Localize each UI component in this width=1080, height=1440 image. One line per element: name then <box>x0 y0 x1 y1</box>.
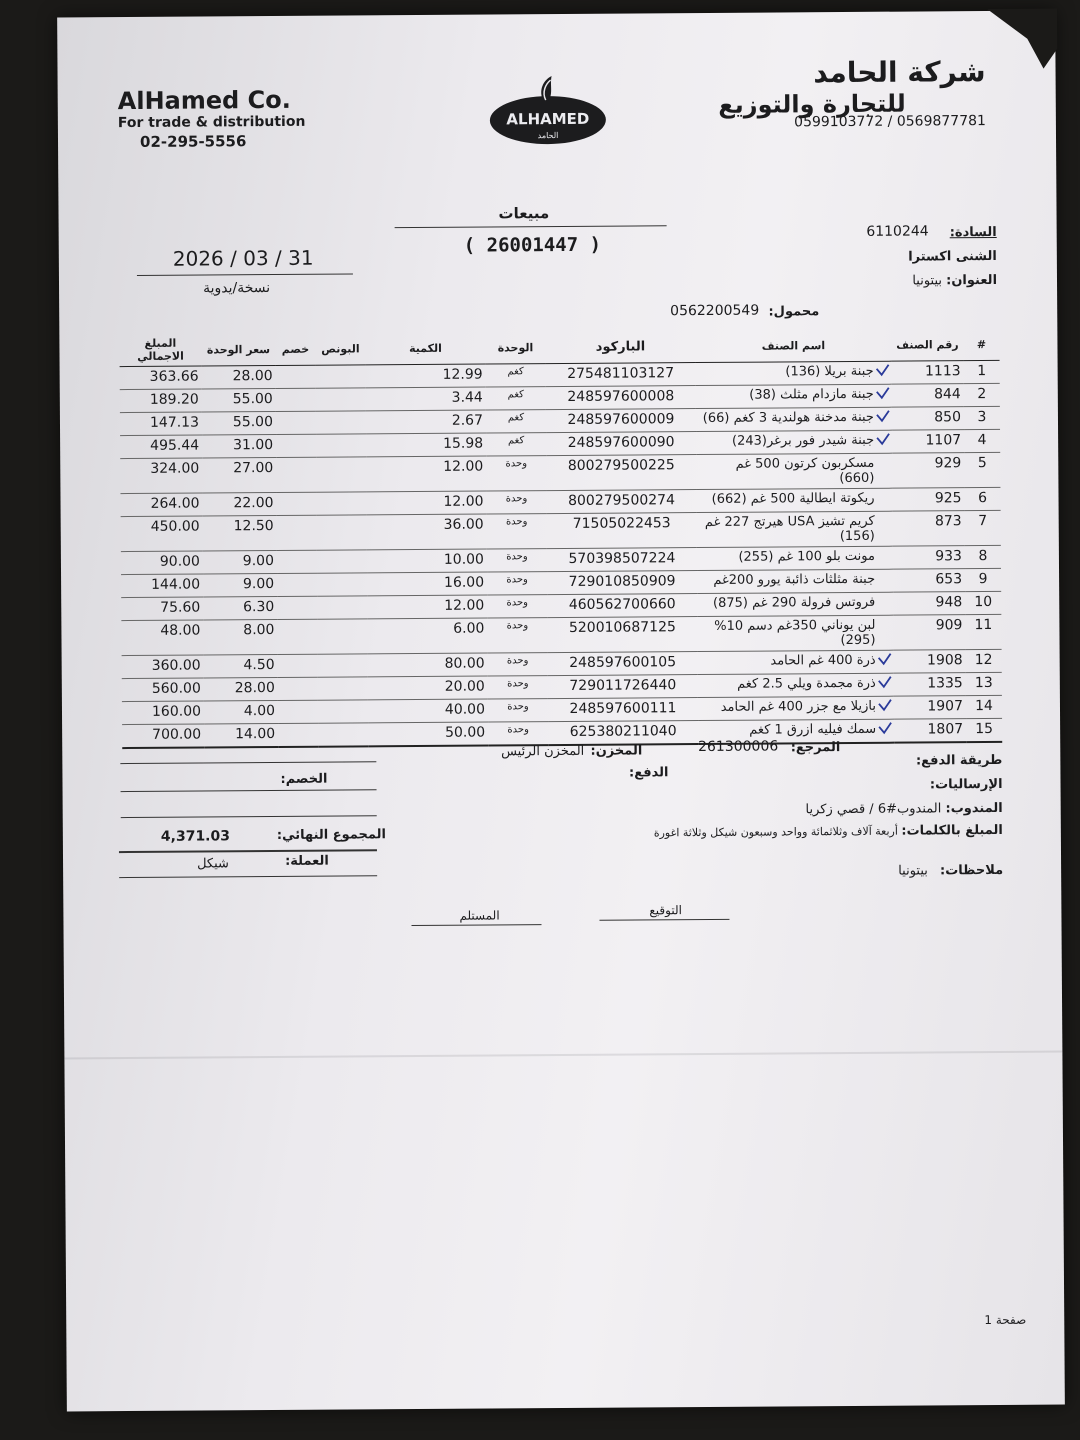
copy-type: نسخة/يدوية <box>202 280 271 297</box>
check-mark-icon <box>876 363 890 377</box>
document-date: 2026 / 03 / 31 <box>172 245 314 271</box>
cell-total: 160.00 <box>122 701 204 725</box>
cell-item-code: 1807 <box>894 719 966 743</box>
totals-line-3 <box>121 815 377 818</box>
cell-index: 9 <box>965 568 1001 591</box>
item-name-text: مونت بلو 100 غم (255) <box>738 548 875 565</box>
cell-discount <box>278 723 318 747</box>
company-name-en: AlHamed Co. <box>117 85 291 116</box>
customer-name: الشنى اكسترا <box>908 248 997 265</box>
cell-total: 360.00 <box>122 655 204 679</box>
cell-unit: وحدة <box>488 676 548 699</box>
title-divider <box>395 225 667 228</box>
logo-subtext: الحامد <box>537 131 559 141</box>
store-value: المخزن الرئيس <box>501 743 585 760</box>
document-title: مبيعات <box>498 204 550 223</box>
cell-discount <box>277 550 317 573</box>
rep-value: المندوب#6 / قصي زكريا <box>805 801 942 818</box>
rep-label: المندوب: <box>945 800 1003 817</box>
amount-words-value: أربعة آلاف وثلاثمائة وواحد وسبعون شيكل وثلاثة اغورة <box>653 824 898 840</box>
cell-unit-price: 4.50 <box>204 654 278 678</box>
cell-unit: وحدة <box>487 618 547 653</box>
cell-bonus <box>316 365 366 388</box>
cell-unit: كغم <box>486 387 546 410</box>
item-name-text: بازيلا مع جزر 400 غم الحامد <box>720 698 877 715</box>
cell-barcode: 248597600008 <box>546 386 696 410</box>
cell-index: 14 <box>966 695 1002 718</box>
cell-discount <box>278 677 318 700</box>
cell-unit-price: 4.00 <box>204 700 278 724</box>
cell-total: 189.20 <box>120 389 202 413</box>
cell-index: 10 <box>965 591 1001 614</box>
cell-item-name <box>696 361 892 385</box>
cell-bonus <box>317 515 367 550</box>
amount-words-label: المبلغ بالكلمات: <box>901 822 1003 839</box>
cell-barcode: 248597600111 <box>548 698 698 722</box>
header-code: رقم الصنف <box>891 329 963 361</box>
cell-item-code: 653 <box>893 569 965 593</box>
cell-discount <box>277 619 317 654</box>
cell-discount <box>276 365 316 388</box>
address-value: بيتونيا <box>912 273 943 289</box>
cell-unit-price: 22.00 <box>202 492 276 516</box>
cell-qty: 80.00 <box>368 653 488 677</box>
cell-discount <box>276 388 316 411</box>
cell-item-name <box>697 511 893 547</box>
cell-item-name <box>696 384 892 408</box>
cell-bonus <box>317 619 367 654</box>
cell-unit: وحدة <box>488 722 548 746</box>
cell-barcode: 248597600105 <box>548 652 698 676</box>
cell-qty: 12.99 <box>366 364 486 388</box>
check-mark-icon <box>876 386 890 400</box>
cell-bonus <box>317 596 367 619</box>
header-idx: # <box>963 329 999 361</box>
cell-discount <box>276 434 316 457</box>
cell-item-code: 1908 <box>894 650 966 674</box>
totals-line-5 <box>119 875 377 878</box>
cell-item-code: 1907 <box>894 696 966 720</box>
cell-item-code: 948 <box>893 592 965 616</box>
cell-qty: 12.00 <box>366 456 486 492</box>
cell-item-name <box>696 430 892 454</box>
cell-item-code: 873 <box>893 511 965 547</box>
cell-index: 15 <box>966 718 1002 742</box>
cell-discount <box>276 457 316 492</box>
cell-index: 12 <box>966 649 1002 672</box>
item-name-text: ذرة مجمدة ويلي 2.5 كغم <box>736 675 876 692</box>
check-mark-icon <box>876 432 890 446</box>
cell-unit: كغم <box>486 364 546 387</box>
cell-total: 495.44 <box>120 435 202 459</box>
check-mark-icon <box>878 652 892 666</box>
cell-unit: كغم <box>486 410 546 433</box>
cell-unit-price: 27.00 <box>202 457 276 493</box>
company-name-ar: شركة الحامد <box>813 55 986 90</box>
cell-discount <box>277 515 317 550</box>
cell-index: 4 <box>964 429 1000 452</box>
address-label: العنوان: <box>946 272 998 289</box>
cell-total: 147.13 <box>120 412 202 436</box>
cell-barcode: 520010687125 <box>547 617 697 653</box>
company-phones-ar: 0599103772 / 0569877781 <box>794 113 986 131</box>
cell-qty: 6.00 <box>367 618 487 654</box>
cell-unit-price: 31.00 <box>202 434 276 458</box>
cell-discount <box>278 700 318 723</box>
customer-code: 6110244 <box>866 223 929 240</box>
cell-barcode: 570398507224 <box>547 548 697 572</box>
item-name-text: سمك فيليه ازرق 1 كغم <box>749 721 877 738</box>
cell-barcode: 248597600009 <box>546 409 696 433</box>
cell-unit-price: 55.00 <box>202 388 276 412</box>
cell-item-name <box>697 615 893 651</box>
cell-total: 700.00 <box>122 724 204 748</box>
shipments-label: الإرساليات: <box>929 776 1003 793</box>
cell-unit-price: 9.00 <box>203 573 277 597</box>
signature-label: التوقيع <box>649 903 683 918</box>
cell-item-code: 1107 <box>892 430 964 454</box>
cell-total: 144.00 <box>121 574 203 598</box>
cell-qty: 50.00 <box>368 722 488 746</box>
logo-text: ALHAMED <box>506 109 590 129</box>
receiver-line <box>411 924 541 926</box>
rep-line <box>805 801 1002 817</box>
item-name-text: جبنة مثلثات ذائبة يورو 200غم <box>713 571 876 588</box>
cell-qty: 12.00 <box>367 595 487 619</box>
cell-total: 324.00 <box>120 458 202 494</box>
company-phone-en: 02-295-5556 <box>139 132 247 151</box>
cell-qty: 10.00 <box>367 549 487 573</box>
item-name-text: جبنة مازدام مثلث (38) <box>749 386 874 403</box>
cell-index: 1 <box>964 360 1000 383</box>
company-logo <box>488 72 609 153</box>
grand-total-value: 4,371.03 <box>160 828 231 845</box>
cell-index: 13 <box>966 672 1002 695</box>
grand-total-label: المجموع النهائي: <box>276 827 386 843</box>
cell-qty: 12.00 <box>366 491 486 515</box>
check-mark-icon <box>878 698 892 712</box>
cell-total: 450.00 <box>121 516 203 552</box>
cell-item-code: 929 <box>892 453 964 489</box>
header-barcode: الباركود <box>545 331 695 364</box>
item-name-text: فروتس فرولة 290 غم (875) <box>712 594 876 611</box>
check-mark-icon <box>876 409 890 423</box>
cell-total: 90.00 <box>121 551 203 575</box>
notes-label: ملاحظات: <box>939 862 1004 879</box>
cell-item-name <box>698 673 894 697</box>
item-name-text: جبنة مدخنة هولندية 3 كغم (66) <box>702 409 875 427</box>
cell-item-code: 1113 <box>892 361 964 385</box>
discount-label: الخصم: <box>280 771 328 787</box>
header-total: المبلغ الاجمالي <box>119 335 201 367</box>
cell-barcode: 729011726440 <box>548 675 698 699</box>
cell-total: 363.66 <box>120 366 202 390</box>
cell-index: 7 <box>965 510 1001 545</box>
cell-bonus <box>318 654 368 677</box>
cell-barcode: 71505022453 <box>547 513 697 549</box>
totals-line-2 <box>121 789 377 792</box>
cell-bonus <box>316 434 366 457</box>
cell-index: 2 <box>964 383 1000 406</box>
cell-total: 48.00 <box>121 620 203 656</box>
cell-item-name <box>696 407 892 431</box>
cell-qty: 15.98 <box>366 433 486 457</box>
cell-unit: وحدة <box>487 514 547 549</box>
cell-index: 8 <box>965 545 1001 568</box>
cell-discount <box>276 492 316 515</box>
notes-value: بيتونيا <box>898 863 928 879</box>
cell-qty: 3.44 <box>366 387 486 411</box>
cell-item-code: 909 <box>893 615 965 651</box>
cell-item-code: 844 <box>892 384 964 408</box>
header-qty: الكمية <box>365 333 485 365</box>
cell-barcode: 625380211040 <box>548 721 698 746</box>
item-name-text: كريم تشيز USA هيرتج 227 غم (156) <box>704 513 875 545</box>
item-name-text: لبن يوناني 350غم دسم 10% (295) <box>714 617 876 649</box>
cell-barcode: 460562700660 <box>547 594 697 618</box>
signature-line <box>599 919 729 921</box>
header-discount: خصم <box>275 334 315 366</box>
cell-bonus <box>318 723 368 747</box>
cell-item-name <box>696 453 892 489</box>
cell-unit: وحدة <box>488 699 548 722</box>
company-subtitle-ar: للتجارة والتوزيع <box>718 89 906 119</box>
torn-corner <box>987 9 1057 79</box>
cell-item-code: 1335 <box>894 673 966 697</box>
cell-item-name <box>697 569 893 593</box>
cell-bonus <box>317 573 367 596</box>
cell-unit: وحدة <box>487 572 547 595</box>
cell-total: 560.00 <box>122 678 204 702</box>
item-name-text: مسكربون كرتون 500 غم (660) <box>735 455 875 487</box>
cell-barcode: 729010850909 <box>547 571 697 595</box>
cell-unit: وحدة <box>487 595 547 618</box>
header-unit: الوحدة <box>485 332 545 364</box>
cell-qty: 16.00 <box>367 572 487 596</box>
cell-item-name <box>697 592 893 616</box>
payment-method-label: طريقة الدفع: <box>915 752 1003 769</box>
cell-bonus <box>317 550 367 573</box>
paper-fold <box>64 1051 1062 1060</box>
cell-unit-price: 6.30 <box>203 596 277 620</box>
cell-total: 75.60 <box>121 597 203 621</box>
receiver-label: المستلم <box>459 908 500 923</box>
check-mark-icon <box>878 675 892 689</box>
cell-item-name <box>698 696 894 720</box>
cell-qty: 40.00 <box>368 699 488 723</box>
amount-words-line <box>654 823 1003 840</box>
cell-unit-price: 8.00 <box>203 619 277 655</box>
cell-unit-price: 55.00 <box>202 411 276 435</box>
cell-qty: 20.00 <box>368 676 488 700</box>
totals-line-4 <box>119 849 377 853</box>
cell-unit: وحدة <box>486 491 546 514</box>
cell-item-name <box>698 650 894 674</box>
store-label: المخزن: <box>590 743 643 759</box>
cell-item-code: 925 <box>892 488 964 512</box>
cell-unit-price: 14.00 <box>204 723 278 747</box>
cell-discount <box>277 573 317 596</box>
cell-item-name <box>697 546 893 570</box>
cell-index: 11 <box>965 614 1001 649</box>
mobile-number: 0562200549 <box>670 302 760 320</box>
document-number: ( 26001447 ) <box>463 233 602 257</box>
payment-label: الدفع: <box>628 765 669 781</box>
cell-index: 5 <box>964 452 1000 487</box>
cell-unit: وحدة <box>488 653 548 676</box>
cell-bonus <box>316 492 366 515</box>
item-name-text: جبنة بريلا (136) <box>785 363 874 380</box>
cell-bonus <box>318 677 368 700</box>
cell-total: 264.00 <box>120 493 202 517</box>
cell-index: 6 <box>964 487 1000 510</box>
mobile-label: محمول: <box>768 304 820 320</box>
cell-item-code: 933 <box>893 546 965 570</box>
cell-discount <box>276 411 316 434</box>
cell-index: 3 <box>964 406 1000 429</box>
header-name: اسم الصنف <box>695 330 891 363</box>
customer-address <box>912 273 997 289</box>
cell-unit: وحدة <box>487 549 547 572</box>
currency-label: العملة: <box>284 853 329 869</box>
customer-label: السادة: <box>949 224 997 241</box>
date-underline <box>137 273 353 276</box>
cell-barcode: 248597600090 <box>546 432 696 456</box>
cell-barcode: 800279500225 <box>546 455 696 491</box>
totals-line-1 <box>120 761 376 764</box>
cell-item-name <box>696 488 892 512</box>
items-table <box>119 329 1002 749</box>
cell-discount <box>277 596 317 619</box>
company-subtitle-en: For trade & distribution <box>117 113 306 132</box>
cell-unit-price: 9.00 <box>203 550 277 574</box>
header-bonus: البونص <box>315 333 365 365</box>
invoice-paper <box>57 11 1065 1412</box>
cell-barcode: 275481103127 <box>546 363 696 387</box>
cell-item-code: 850 <box>892 407 964 431</box>
cell-qty: 36.00 <box>367 514 487 550</box>
cell-bonus <box>318 700 368 723</box>
cell-barcode: 800279500274 <box>546 490 696 514</box>
cell-unit: وحدة <box>486 456 546 491</box>
cell-bonus <box>316 411 366 434</box>
item-name-text: جبنة شيدر فور برغر(243) <box>731 432 875 449</box>
cell-bonus <box>316 457 366 492</box>
cell-unit: كغم <box>486 433 546 456</box>
cell-bonus <box>316 388 366 411</box>
reference-value: 261300006 <box>698 738 779 756</box>
cell-unit-price: 28.00 <box>202 365 276 389</box>
item-name-text: ذرة 400 غم الحامد <box>770 652 876 669</box>
notes-line <box>898 863 1003 879</box>
cell-qty: 2.67 <box>366 410 486 434</box>
cell-unit-price: 28.00 <box>204 677 278 701</box>
cell-discount <box>278 654 318 677</box>
header-unit-price: سعر الوحدة <box>201 334 275 366</box>
currency-value: شيكل <box>197 856 229 872</box>
page-number: صفحة 1 <box>984 1312 1027 1328</box>
reference-label: المرجع: <box>790 740 841 756</box>
check-mark-icon <box>878 721 892 735</box>
item-name-text: ريكوتة ايطالية 500 غم (662) <box>711 490 875 507</box>
cell-unit-price: 12.50 <box>203 515 277 551</box>
